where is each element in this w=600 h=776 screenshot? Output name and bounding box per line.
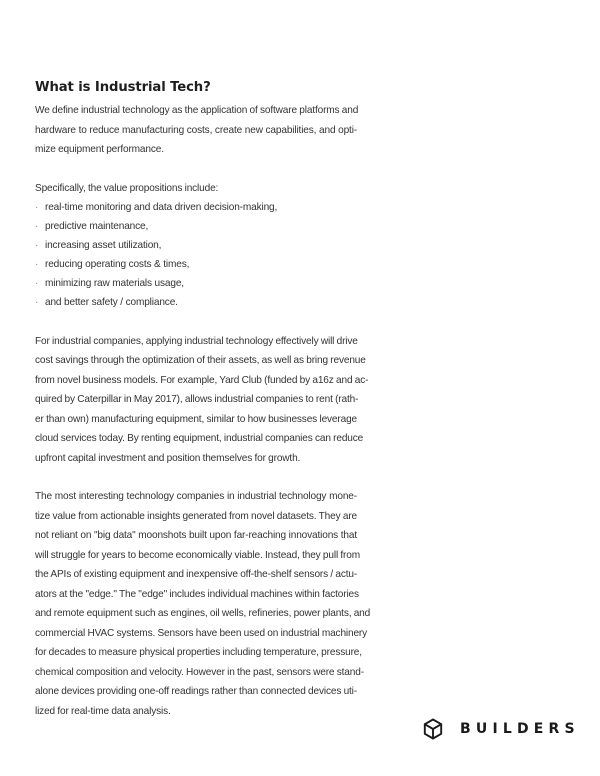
text-line: cloud services today. By renting equipment, industrial companies can reduce <box>35 433 364 445</box>
intro-paragraph <box>35 101 357 160</box>
list-item <box>35 217 357 236</box>
text-line: alone devices providing one-off readings rather than connected devices uti- <box>35 686 357 698</box>
list-item <box>35 255 357 274</box>
text-line: chemical composition and velocity. However in the past, sensors were stand- <box>35 666 364 678</box>
brand-wordmark: BUILDERS <box>460 721 580 737</box>
text-line: commercial HVAC systems. Sensors have been used on industrial machinery <box>35 627 368 639</box>
text-line: hardware to reduce manufacturing costs, create new capabilities, and opti- <box>35 124 357 136</box>
text-line: ators at the "edge." The "edge" includes individual machines within factories <box>35 588 359 600</box>
text-line: for decades to measure physical properties including temperature, pressure, <box>35 647 362 659</box>
article-body <box>35 79 371 721</box>
text-line: tize value from actionable insights generated from novel datasets. They are <box>35 510 357 522</box>
text-line: quired by Caterpillar in May 2017), allows industrial companies to rent (rath- <box>35 394 359 406</box>
text-line: upfront capital investment and position themselves for growth. <box>35 452 301 464</box>
text-line: and remote equipment such as engines, oil wells, refineries, power plants, and <box>35 608 371 620</box>
bullet-icon: · <box>35 278 39 290</box>
text-line: will struggle for years to become economically viable. Instead, they pull from <box>35 549 360 561</box>
cube-icon <box>423 718 443 740</box>
text-line: not reliant on "big data" moonshots built upon far-reaching innovations that <box>35 530 357 542</box>
text-line: the APIs of existing equipment and inexpensive off-the-shelf sensors / actu- <box>35 569 358 581</box>
list-item <box>35 293 357 312</box>
list-item-text: real-time monitoring and data driven decision-making, <box>45 202 278 213</box>
bullet-icon: · <box>35 240 39 252</box>
list-item-text: reducing operating costs & times, <box>45 259 190 271</box>
list-item <box>35 236 357 255</box>
list-item-text: and better safety / compliance. <box>45 297 178 309</box>
list-item-text: increasing asset utilization, <box>45 240 162 252</box>
section-heading: What is Industrial Tech? <box>35 80 211 95</box>
builders-logo <box>423 718 580 740</box>
text-line: mize equipment performance. <box>35 144 164 155</box>
text-line: The most interesting technology companies in industrial technology mone- <box>35 491 357 503</box>
bullet-icon: · <box>35 297 39 309</box>
bullet-icon: · <box>35 221 39 233</box>
paragraph-gap <box>35 160 357 179</box>
bullet-icon: · <box>35 259 39 271</box>
paragraph-gap <box>35 468 357 487</box>
text-line: We define industrial technology as the application of software platforms and <box>35 105 359 116</box>
text-line: For industrial companies, applying industrial technology effectively will drive <box>35 335 358 347</box>
value-props-list <box>35 198 357 313</box>
text-line: er than own) manufacturing equipment, similar to how businesses leverage <box>35 413 357 425</box>
text-line: Specifically, the value propositions include: <box>35 182 219 194</box>
list-item-text: predictive maintenance, <box>45 221 149 233</box>
value-props-lead <box>35 179 357 199</box>
paragraph-gap <box>35 313 357 332</box>
business-paragraph <box>35 332 369 469</box>
list-item <box>35 274 357 293</box>
text-line: lized for real-time data analysis. <box>35 705 171 717</box>
list-item-text: minimizing raw materials usage, <box>45 278 184 290</box>
datasets-paragraph <box>35 487 371 721</box>
bullet-icon: · <box>35 202 39 213</box>
text-line: cost savings through the optimization of their assets, as well as bring revenue <box>35 355 366 367</box>
list-item <box>35 198 357 217</box>
text-line: from novel business models. For example, Yard Club (funded by a16z and ac- <box>35 374 369 386</box>
